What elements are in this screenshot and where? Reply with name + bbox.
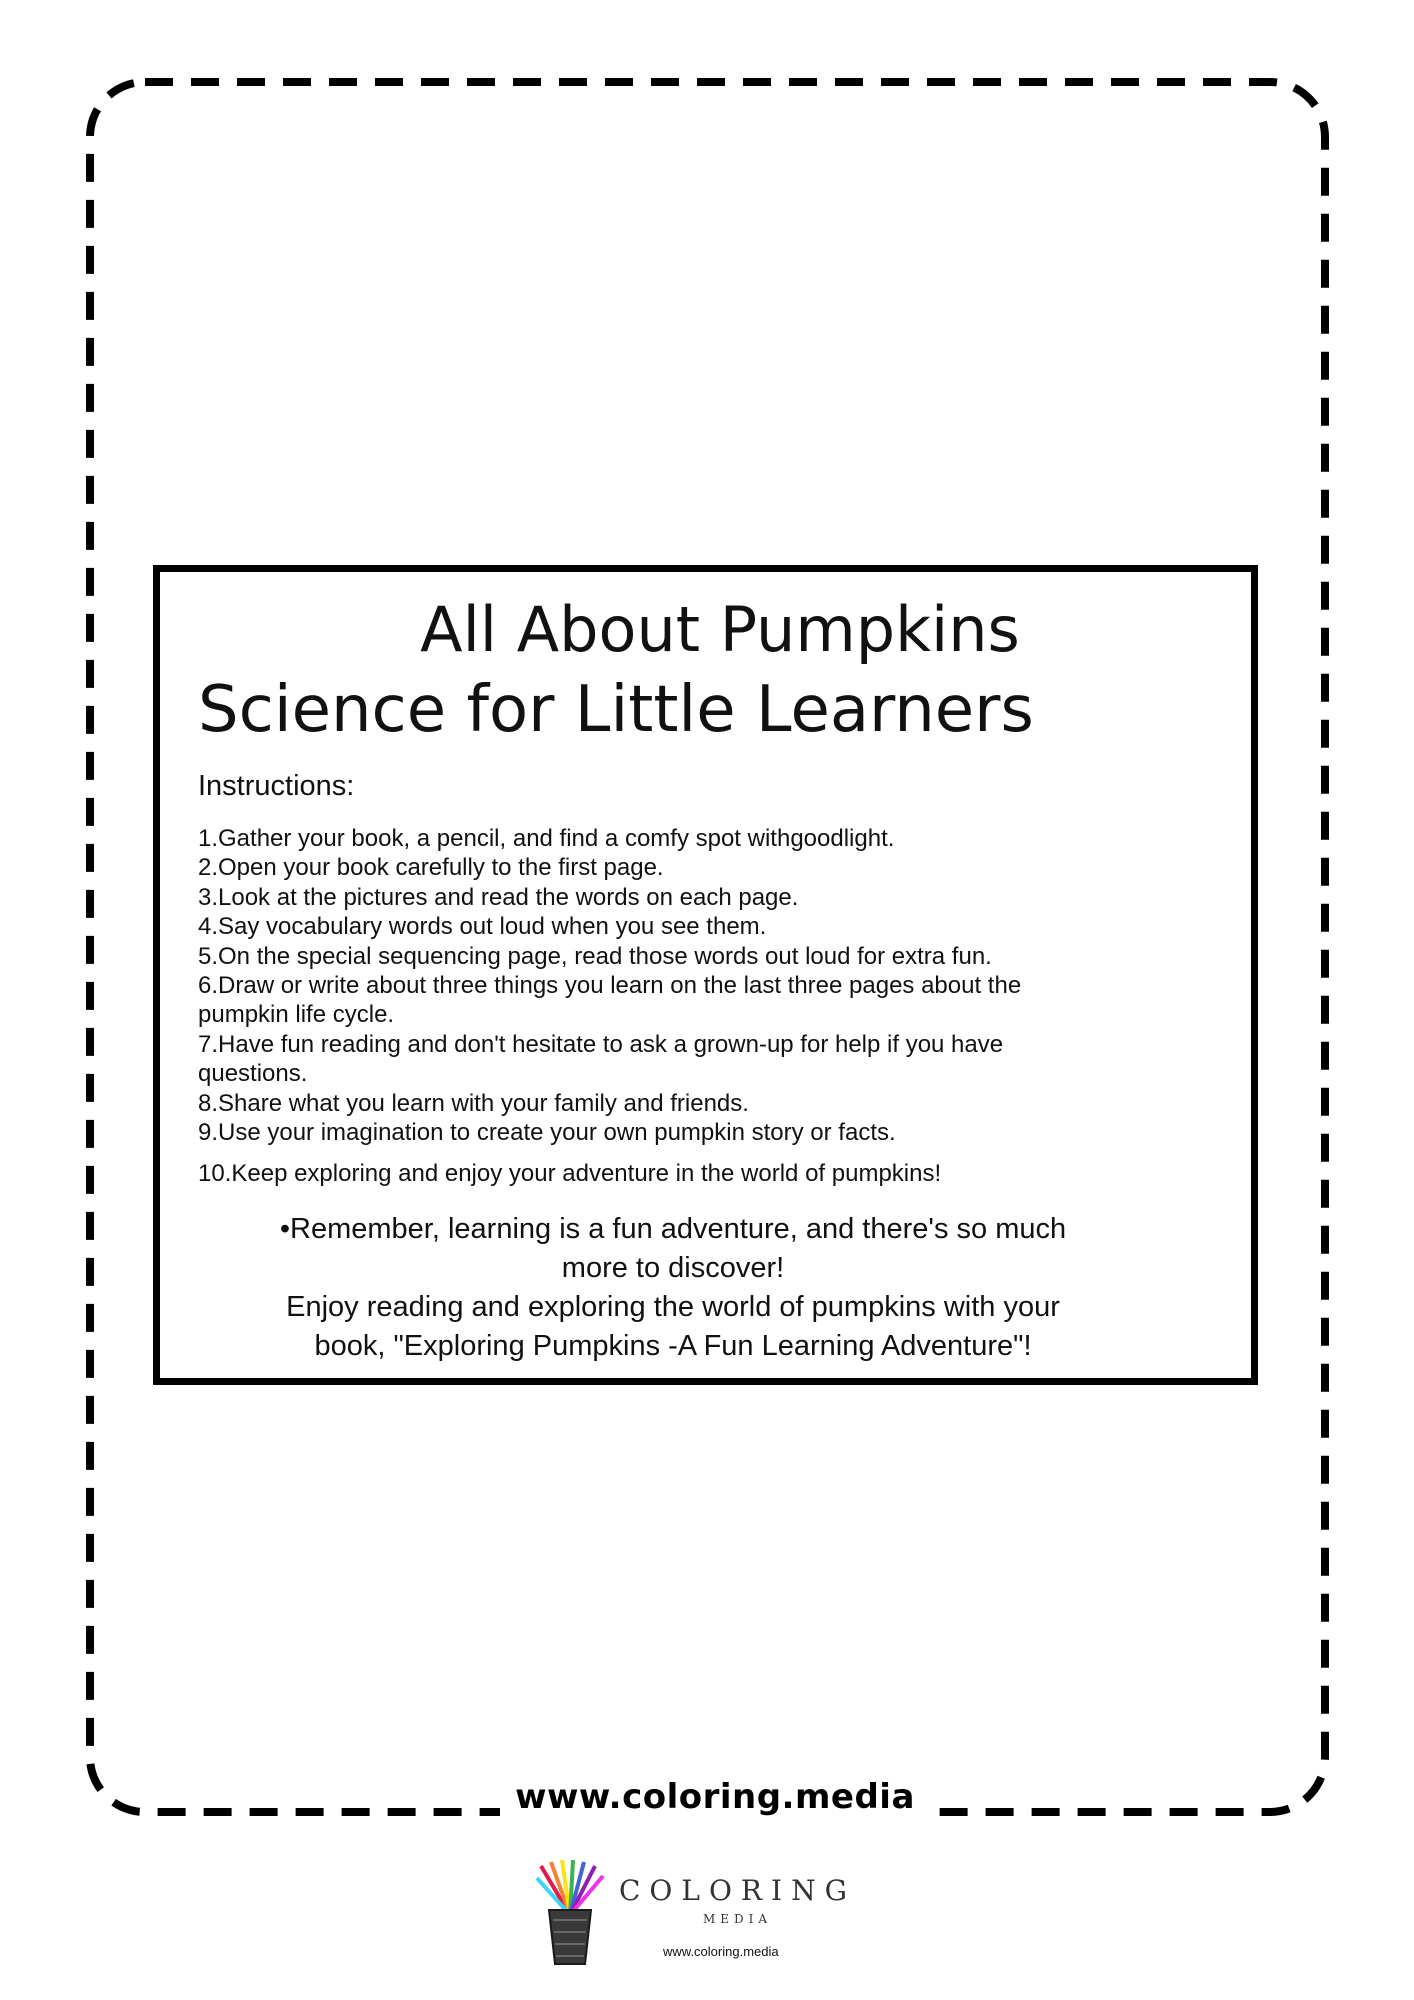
instruction-step: 9.Use your imagination to create your own pumpkin story or facts. bbox=[198, 1119, 896, 1147]
instruction-step: 6.Draw or write about three things you learn on the last three pages about the pumpkin life cycle. bbox=[198, 972, 1022, 1029]
pencil-cup-icon bbox=[535, 1860, 605, 1970]
instruction-step: 5.On the special sequencing page, read those words out loud for extra fun. bbox=[198, 942, 992, 970]
instructions-card bbox=[153, 565, 1258, 1385]
instruction-step: 7.Have fun reading and don't hesitate to ask a grown-up for help if you have questions. bbox=[198, 1030, 1004, 1088]
remember-note: •Remember, learning is a fun adventure, and there's so much more to discover! bbox=[279, 1213, 1067, 1284]
instruction-step: 3.Look at the pictures and read the words on each page. bbox=[198, 883, 799, 911]
instruction-step: 1.Gather your book, a pencil, and find a comfy spot withgoodlight. bbox=[198, 825, 895, 852]
coloring-media-logo[interactable] bbox=[535, 1860, 875, 1970]
logo-subtitle: MEDIA bbox=[703, 1912, 773, 1926]
page-title: All About Pumpkins bbox=[420, 593, 1020, 666]
instructions-heading: Instructions: bbox=[198, 770, 355, 802]
logo-wordmark: COLORING bbox=[619, 1874, 856, 1907]
instruction-step: 10.Keep exploring and enjoy your adventure in the world of pumpkins! bbox=[198, 1160, 942, 1188]
instruction-step: 4.Say vocabulary words out loud when you see them. bbox=[198, 913, 767, 941]
instruction-steps-list bbox=[198, 824, 1208, 1189]
footer-website-url[interactable]: www.coloring.media bbox=[500, 1772, 930, 1822]
closing-message bbox=[198, 1210, 1148, 1366]
logo-url[interactable]: www.coloring.media bbox=[663, 1944, 779, 1959]
instruction-step: 2.Open your book carefully to the first page. bbox=[198, 854, 664, 882]
page-subtitle: Science for Little Learners bbox=[198, 673, 1034, 747]
instruction-step: 8.Share what you learn with your family and friends. bbox=[198, 1089, 749, 1117]
enjoy-note: Enjoy reading and exploring the world of pumpkins with your book, "Exploring Pumpkins -A Fun Learning Adventure"! bbox=[286, 1291, 1060, 1362]
